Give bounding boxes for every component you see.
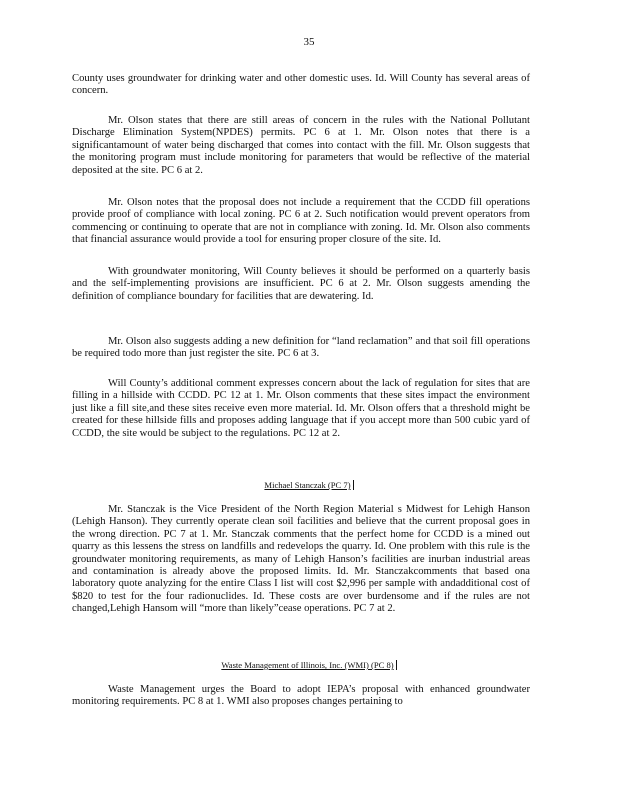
paragraph-will-county-groundwater: County uses groundwater for drinking water and other domestic uses. Id. Will County has several areas of concern.	[72, 73, 530, 97]
section-heading-text: Michael Stanczak (PC 7)	[264, 480, 353, 490]
paragraph-land-reclamation: Mr. Olson also suggests adding a new definition for “land reclamation” and that soil fill operations be required todo more than just register the site. PC 6 at 3.	[72, 336, 530, 360]
paragraph-hillside-fills: Will County’s additional comment expresses concern about the lack of regulation for sites that are filling in a hillside with CCDD. PC 12 at 1. Mr. Olson comments that these sites impact the environment just like a fill site,and these sites receive even more material. Id. Mr. Olson offers that a threshold might be created for these hillside fills and proposes adding language that if you accept more than 500 cubic yard of CCDD, the site would be subject to the regulations. PC 12 at 2.	[72, 378, 530, 439]
section-heading-text: Waste Management of Illinois, Inc. (WMI) (PC 8)	[221, 660, 396, 670]
paragraph-waste-management: Waste Management urges the Board to adopt IEPA’s proposal with enhanced groundwater monitoring requirements. PC 8 at 1. WMI also proposes changes pertaining to	[72, 684, 530, 708]
paragraph-lehigh-hanson: Mr. Stanczak is the Vice President of the North Region Material s Midwest for Lehigh Hanson (Lehigh Hanson). They currently operate clean soil facilities and believe that the current proposal goes in the wrong direction. PC 7 at 1. Mr. Stanczak comments that the perfect home for CCDD is a mined out quarry as this lessens the stress on landfills and redevelops the quarry. Id. One problem with this rule is the groundwater monitoring requirements, as many of Lehigh Hanson’s facilities are inurban industrial areas and contamination is already above the proposed limits. Id. Mr. Stanczakcomments that based ona laboratory quote analyzing for the entire Class I list will cost $2,996 per sample with andadditional cost of $820 to test for the four radionuclides. Id. These costs are over burdensome and if the rules are not changed,Lehigh Hansom will “more than likely”cease operations. PC 7 at 2.	[72, 504, 530, 615]
paragraph-local-zoning: Mr. Olson notes that the proposal does not include a requirement that the CCDD fill operations provide proof of compliance with local zoning. PC 6 at 2. Such notification would prevent operators from commencing or continuing to operate that are not in compliance with zoning. Id. Mr. Olson also comments that financial assurance would provide a tool for ensuring proper closure of the site. Id.	[72, 197, 530, 246]
paragraph-groundwater-monitoring: With groundwater monitoring, Will County believes it should be performed on a quarterly basis and the self-implementing provisions are insufficient. PC 6 at 2. Mr. Olson suggests amending the definition of compliance boundary for facilities that are dewatering. Id.	[72, 266, 530, 302]
section-heading-waste-management	[0, 659, 618, 671]
section-heading-stanczak	[0, 479, 618, 491]
paragraph-npdes-concerns: Mr. Olson states that there are still areas of concern in the rules with the National Pollutant Discharge Elimination System(NPDES) permits. PC 6 at 1. Mr. Olson notes that there is a significantamount of water being discharged that comes into contact with the fill. Mr. Olson suggests that the monitoring program must include monitoring for parameters that would be reflective of the material deposited at the site. PC 6 at 2.	[72, 115, 530, 176]
page-number: 35	[303, 36, 315, 48]
